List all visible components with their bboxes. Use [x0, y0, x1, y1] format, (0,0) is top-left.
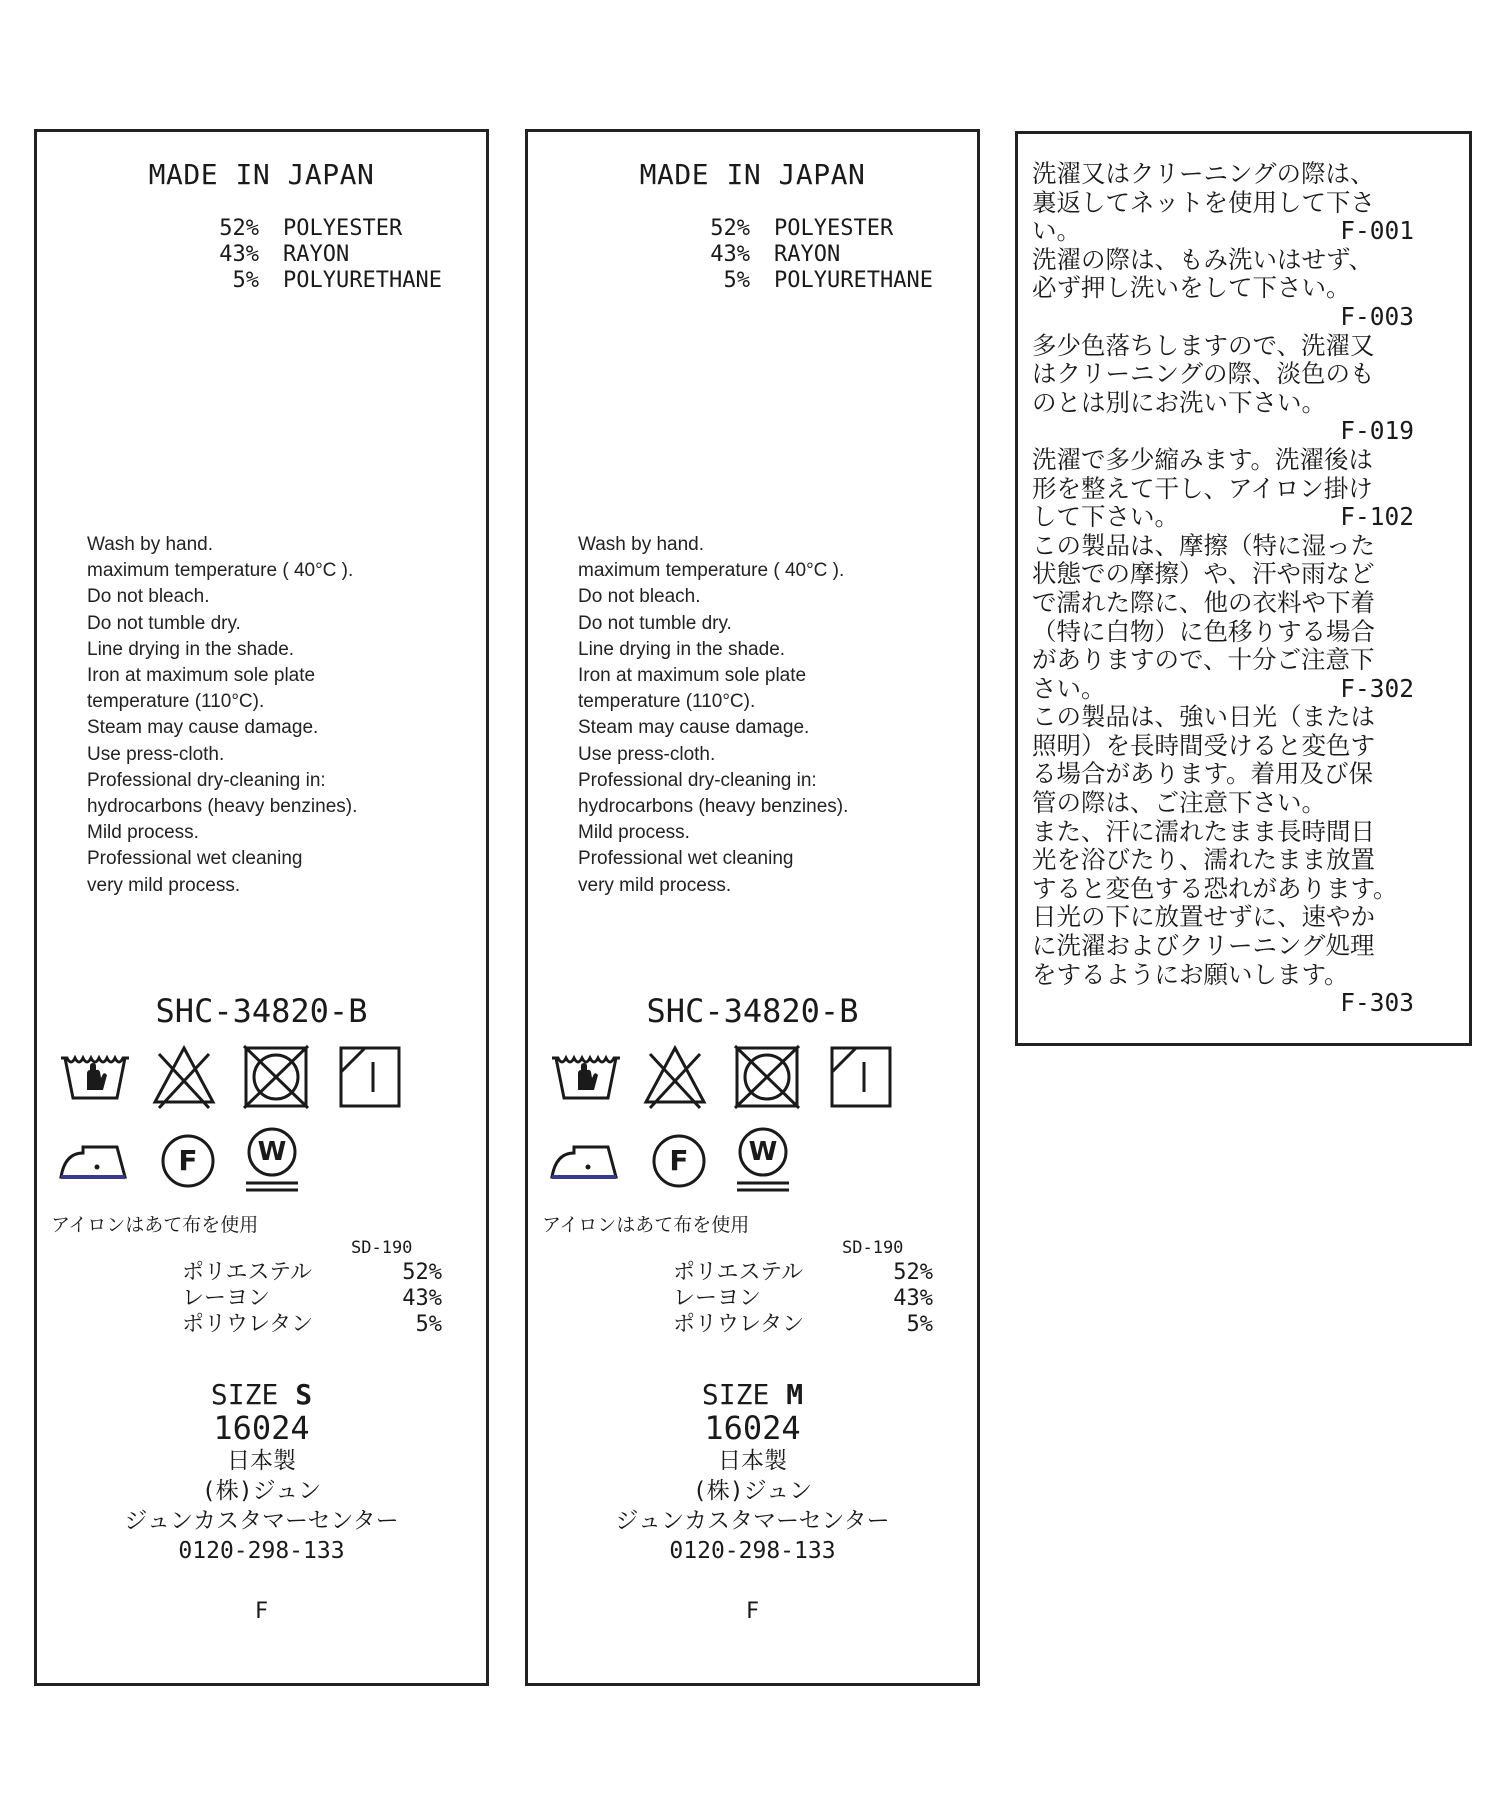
care-line: very mild process.	[578, 874, 732, 896]
care-line: Iron at maximum sole plate	[87, 665, 316, 687]
hand-wash-icon	[57, 1044, 133, 1104]
care-label-size-s	[34, 129, 489, 1686]
jp-fiber-name: レーヨン	[673, 1286, 762, 1311]
iron-note: アイロンはあて布を使用	[542, 1214, 750, 1236]
phone-number: 0120-298-133	[669, 1538, 836, 1564]
no-bleach-icon	[151, 1044, 217, 1110]
fiber-row	[207, 216, 442, 242]
notice-line: 裏返してネットを使用して下さ	[1032, 187, 1375, 217]
notice-line: して下さい。	[1032, 502, 1179, 532]
care-notice-label-jp	[1015, 131, 1472, 1046]
notice-line-with-code	[1032, 675, 1452, 704]
wet-clean-letter: W	[748, 1137, 778, 1167]
care-label-size-m	[525, 129, 980, 1686]
company-name: (株)ジュン	[692, 1478, 813, 1504]
notice-line: はクリーニングの際、淡色のも	[1032, 359, 1375, 389]
notice-line: 洗濯で多少縮みます。洗濯後は	[1032, 444, 1374, 474]
jp-fiber-pct: 5%	[415, 1312, 442, 1337]
care-line: very mild process.	[87, 874, 241, 896]
fiber-pct: 5%	[232, 268, 259, 293]
notice-line: 光を浴びたり、濡れたまま放置	[1032, 845, 1375, 875]
care-notice-text	[1032, 160, 1452, 1018]
no-bleach-icon	[642, 1044, 708, 1110]
wet-clean-w-icon	[242, 1125, 302, 1195]
fiber-composition	[207, 216, 442, 294]
notice-line: 照明）を長時間受けると変色す	[1032, 730, 1375, 760]
dry-clean-f-icon	[159, 1132, 217, 1190]
care-line: Wash by hand.	[87, 534, 214, 555]
fiber-name: RAYON	[283, 242, 350, 267]
lot-number: 16024	[704, 1409, 801, 1447]
notice-line: がありますので、十分ご注意下	[1032, 645, 1375, 675]
fiber-row	[698, 268, 933, 294]
care-line: Do not bleach.	[578, 586, 701, 608]
sd-code: SD-190	[351, 1238, 413, 1258]
fiber-name: POLYESTER	[774, 216, 894, 241]
fiber-pct: 43%	[219, 242, 259, 267]
care-line: Do not tumble dry.	[87, 612, 241, 634]
made-in-text: MADE IN JAPAN	[639, 158, 866, 191]
jp-fiber-row	[673, 1260, 933, 1286]
care-line: Wash by hand.	[578, 534, 705, 555]
style-code: SHC-34820-B	[155, 992, 368, 1030]
jp-fiber-pct: 52%	[402, 1260, 442, 1285]
care-line: temperature (110°C).	[87, 691, 265, 713]
customer-center: ジュンカスタマーセンター	[615, 1508, 890, 1534]
jp-fiber-name: ポリウレタン	[673, 1312, 805, 1337]
notice-line: 必ず押し洗いをして下さい。	[1032, 273, 1351, 303]
fiber-composition-jp	[673, 1260, 933, 1338]
jp-fiber-name: ポリウレタン	[182, 1312, 314, 1337]
notice-line: さい。	[1032, 673, 1106, 703]
fiber-row	[207, 268, 442, 294]
lot-number: 16024	[213, 1409, 310, 1447]
size-prefix: SIZE	[210, 1378, 279, 1411]
footer-code: F	[254, 1599, 269, 1624]
notice-line: この製品は、強い日光（または	[1032, 702, 1375, 732]
care-line: hydrocarbons (heavy benzines).	[578, 796, 849, 818]
style-code: SHC-34820-B	[646, 992, 859, 1030]
notice-line: をするようにお願いします。	[1032, 959, 1349, 989]
care-symbols	[57, 1044, 477, 1124]
notice-line: 洗濯の際は、もみ洗いはせず、	[1032, 244, 1374, 274]
care-instructions-en	[87, 532, 357, 899]
notice-line: で濡れた際に、他の衣料や下着	[1032, 587, 1375, 617]
care-line: Professional wet cleaning	[578, 848, 794, 870]
wet-clean-w-icon	[733, 1125, 793, 1195]
notice-code: F-302	[1340, 673, 1414, 703]
care-line: Professional dry-cleaning in:	[87, 769, 326, 791]
origin-jp: 日本製	[227, 1448, 296, 1474]
jp-fiber-name: ポリエステル	[182, 1260, 313, 1285]
no-tumble-dry-icon	[242, 1044, 310, 1110]
jp-fiber-row	[182, 1260, 442, 1286]
fiber-pct: 5%	[723, 268, 750, 293]
jp-fiber-row	[182, 1312, 442, 1338]
notice-line: い。	[1032, 216, 1081, 246]
iron-note: アイロンはあて布を使用	[51, 1214, 259, 1236]
notice-line: 日光の下に放置せずに、速やか	[1032, 902, 1375, 932]
notice-line: 状態での摩擦）や、汗や雨など	[1032, 559, 1375, 589]
notice-line: （特に白物）に色移りする場合	[1032, 616, 1375, 646]
jp-fiber-pct: 43%	[893, 1286, 933, 1311]
jp-fiber-row	[673, 1312, 933, 1338]
made-in-text: MADE IN JAPAN	[148, 158, 375, 191]
size-line	[528, 1378, 977, 1411]
notice-line: に洗濯およびクリーニング処理	[1032, 931, 1375, 961]
notice-code: F-003	[1340, 301, 1414, 331]
care-line: Steam may cause damage.	[87, 717, 319, 739]
notice-line: また、汗に濡れたまま長時間日	[1032, 816, 1375, 846]
iron-low-icon	[548, 1135, 628, 1185]
fiber-name: POLYURETHANE	[774, 268, 933, 293]
care-line: Steam may cause damage.	[578, 717, 810, 739]
line-dry-shade-icon	[337, 1044, 403, 1110]
jp-fiber-pct: 52%	[893, 1260, 933, 1285]
line-dry-shade-icon	[828, 1044, 894, 1110]
fiber-name: POLYESTER	[283, 216, 403, 241]
jp-fiber-name: ポリエステル	[673, 1260, 804, 1285]
hand-wash-icon	[548, 1044, 624, 1104]
fiber-pct: 52%	[710, 216, 750, 241]
fiber-name: POLYURETHANE	[283, 268, 442, 293]
care-line: temperature (110°C).	[578, 691, 756, 713]
care-line: maximum temperature ( 40°C ).	[578, 560, 845, 582]
care-line: Use press-cloth.	[578, 743, 716, 765]
fiber-composition	[698, 216, 933, 294]
fiber-row	[207, 242, 442, 268]
care-line: Line drying in the shade.	[578, 638, 786, 660]
care-instructions-en	[578, 532, 848, 899]
origin-jp: 日本製	[718, 1448, 787, 1474]
care-line: Do not tumble dry.	[578, 612, 732, 634]
fiber-pct: 43%	[710, 242, 750, 267]
notice-code: F-303	[1340, 988, 1414, 1018]
care-line: Professional dry-cleaning in:	[578, 769, 817, 791]
size-line	[37, 1378, 486, 1411]
jp-fiber-pct: 5%	[906, 1312, 933, 1337]
notice-line: すると変色する恐れがあります。	[1032, 873, 1398, 903]
iron-low-icon	[57, 1135, 137, 1185]
size-prefix: SIZE	[701, 1378, 770, 1411]
notice-code: F-102	[1340, 502, 1414, 532]
jp-fiber-pct: 43%	[402, 1286, 442, 1311]
fiber-name: RAYON	[774, 242, 841, 267]
notice-line-with-code	[1032, 217, 1452, 246]
fiber-row	[698, 216, 933, 242]
jp-fiber-row	[673, 1286, 933, 1312]
dry-clean-letter: F	[669, 1144, 689, 1177]
care-line: maximum temperature ( 40°C ).	[87, 560, 354, 582]
fiber-row	[698, 242, 933, 268]
notice-line: 多少色落ちしますので、洗濯又	[1032, 330, 1375, 360]
notice-code: F-001	[1340, 216, 1414, 246]
notice-line: 形を整えて干し、アイロン掛け	[1032, 473, 1373, 503]
fiber-composition-jp	[182, 1260, 442, 1338]
maker-info	[528, 1410, 977, 1566]
care-line: Mild process.	[578, 822, 690, 844]
fiber-pct: 52%	[219, 216, 259, 241]
jp-fiber-name: レーヨン	[182, 1286, 271, 1311]
care-line: Iron at maximum sole plate	[578, 665, 807, 687]
notice-line: この製品は、摩擦（特に湿った	[1032, 530, 1375, 560]
notice-line: る場合があります。着用及び保	[1032, 759, 1374, 789]
notice-line: 洗濯又はクリーニングの際は、	[1032, 159, 1375, 188]
care-line: Use press-cloth.	[87, 743, 225, 765]
sd-code: SD-190	[842, 1238, 904, 1258]
no-tumble-dry-icon	[733, 1044, 801, 1110]
dry-clean-f-icon	[650, 1132, 708, 1190]
size-value: M	[786, 1378, 804, 1411]
footer-code: F	[745, 1599, 760, 1624]
notice-line: のとは別にお洗い下さい。	[1032, 387, 1326, 417]
jp-fiber-row	[182, 1286, 442, 1312]
phone-number: 0120-298-133	[178, 1538, 345, 1564]
dry-clean-letter: F	[178, 1144, 198, 1177]
customer-center: ジュンカスタマーセンター	[124, 1508, 399, 1534]
notice-line-with-code	[1032, 503, 1452, 532]
size-value: S	[295, 1378, 313, 1411]
notice-code: F-019	[1340, 416, 1414, 446]
company-name: (株)ジュン	[201, 1478, 322, 1504]
care-line: Line drying in the shade.	[87, 638, 295, 660]
care-line: hydrocarbons (heavy benzines).	[87, 796, 358, 818]
care-line: Professional wet cleaning	[87, 848, 303, 870]
care-line: Do not bleach.	[87, 586, 210, 608]
notice-line: 管の際は、ご注意下さい。	[1032, 788, 1326, 818]
maker-info	[37, 1410, 486, 1566]
care-symbols	[548, 1044, 968, 1124]
wet-clean-letter: W	[257, 1137, 287, 1167]
care-line: Mild process.	[87, 822, 199, 844]
